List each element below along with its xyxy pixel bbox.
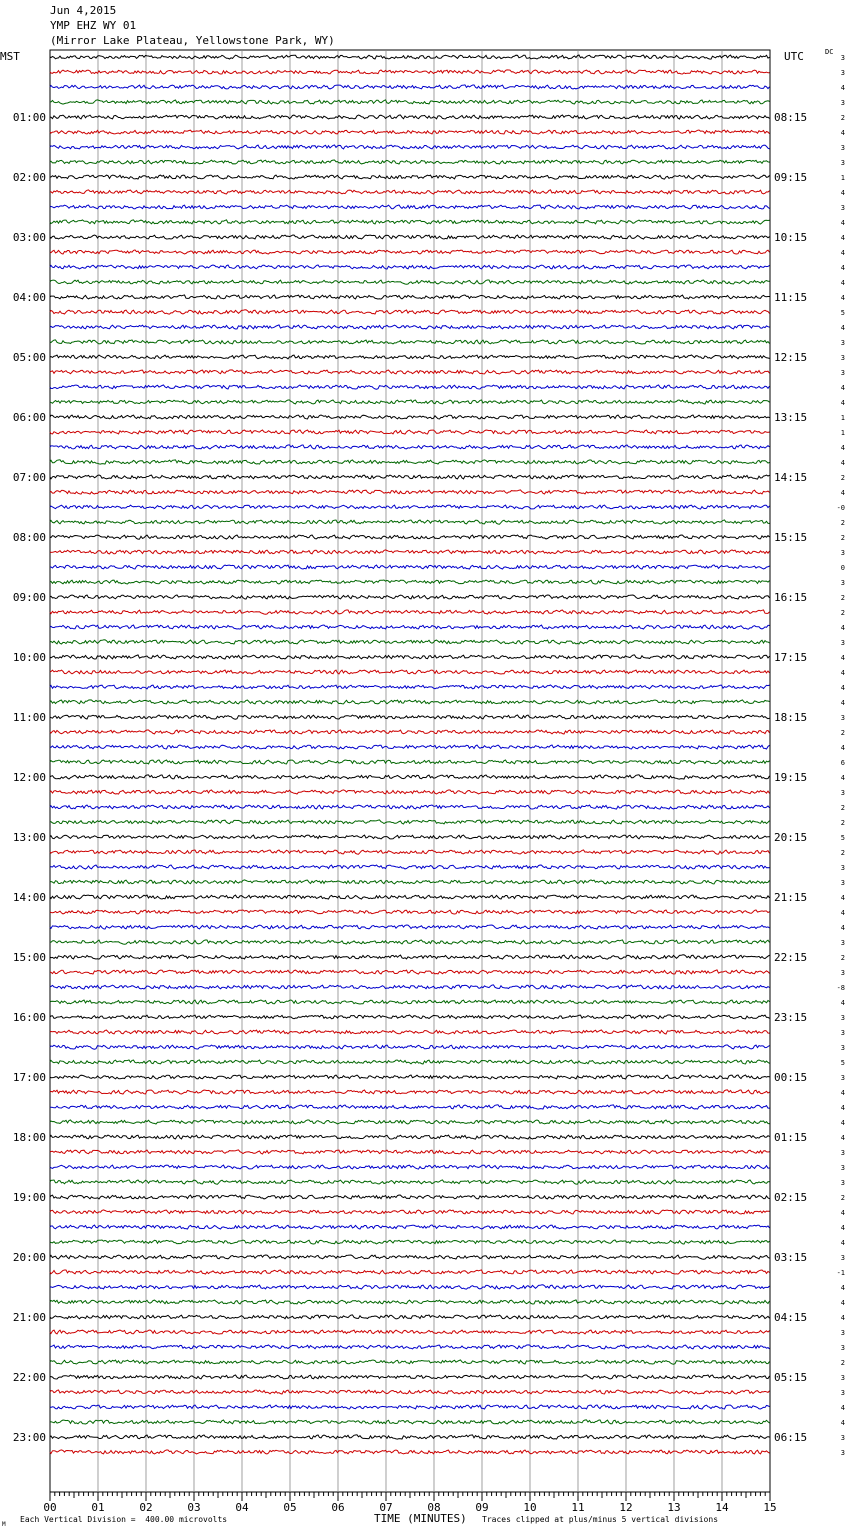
dc-offset-value: 3 (840, 1344, 845, 1352)
trace-line (50, 625, 770, 629)
trace-line (50, 1000, 770, 1004)
dc-offset-value: 2 (840, 609, 845, 617)
dc-offset-value: 3 (840, 1029, 845, 1037)
left-hour-label: 20:00 (12, 1251, 46, 1264)
dc-offset-value: 4 (840, 684, 845, 692)
station-id: YMP EHZ WY 01 (50, 19, 137, 32)
dc-offset-value: 2 (840, 594, 845, 602)
left-hour-label: 04:00 (12, 291, 46, 304)
dc-offset-value: 2 (840, 1359, 845, 1367)
dc-offset-value: 3 (840, 639, 845, 647)
trace-line (50, 280, 770, 284)
trace-line (50, 1450, 770, 1454)
right-hour-label: 04:15 (774, 1311, 808, 1324)
dc-offset-value: 3 (840, 1074, 845, 1082)
dc-offset-value: 3 (840, 1044, 845, 1052)
left-hour-label: 13:00 (12, 831, 46, 844)
trace-line (50, 370, 770, 374)
dc-offset-value: 3 (840, 939, 845, 947)
x-tick-label: 14 (715, 1501, 729, 1514)
trace-line (50, 1030, 770, 1034)
x-tick-label: 08 (427, 1501, 441, 1514)
x-tick-label: 01 (91, 1501, 105, 1514)
dc-offset-value: 3 (840, 339, 845, 347)
right-hour-label: 22:15 (774, 951, 808, 964)
dc-offset-value: 4 (840, 1239, 845, 1247)
trace-line (50, 865, 770, 869)
dc-offset-value: 3 (840, 879, 845, 887)
dc-offset-value: 5 (840, 834, 845, 842)
dc-offset-value: 4 (840, 1419, 845, 1427)
trace-line (50, 610, 770, 614)
trace-line (50, 1420, 770, 1424)
left-hour-label: 08:00 (12, 531, 46, 544)
right-hour-label: 03:15 (774, 1251, 808, 1264)
trace-line (50, 1210, 770, 1214)
dc-offset-value: 3 (840, 144, 845, 152)
dc-offset-value: 3 (840, 369, 845, 377)
trace-line (50, 910, 770, 914)
trace-line (50, 955, 770, 959)
trace-line (50, 385, 770, 389)
x-tick-label: 05 (283, 1501, 297, 1514)
trace-line (50, 520, 770, 524)
dc-offset-value: 3 (840, 789, 845, 797)
trace-line (50, 745, 770, 749)
trace-line (50, 1045, 770, 1049)
dc-offset-value: 4 (840, 264, 845, 272)
dc-offset-value: 0 (840, 564, 845, 572)
trace-line (50, 670, 770, 674)
dc-offset-value: 2 (840, 1194, 845, 1202)
dc-offset-value: 4 (840, 924, 845, 932)
left-hour-label: 07:00 (12, 471, 46, 484)
dc-offset-value: 4 (840, 1134, 845, 1142)
trace-line (50, 1390, 770, 1394)
dc-offset-value: 4 (840, 909, 845, 917)
trace-line (50, 730, 770, 734)
dc-offset-value: 2 (840, 534, 845, 542)
dc-offset-value: 3 (840, 969, 845, 977)
dc-offset-value: 4 (840, 1404, 845, 1412)
trace-line (50, 205, 770, 209)
trace-line (50, 1345, 770, 1349)
trace-line (50, 655, 770, 659)
dc-offset-value: 3 (840, 1434, 845, 1442)
left-timezone-label: MST (0, 50, 20, 63)
trace-line (50, 250, 770, 254)
trace-line (50, 430, 770, 434)
dc-offset-value: 6 (840, 759, 845, 767)
dc-offset-value: 2 (840, 819, 845, 827)
dc-offset-value: 2 (840, 519, 845, 527)
right-hour-label: 23:15 (774, 1011, 808, 1024)
trace-line (50, 1075, 770, 1079)
left-hour-label: 19:00 (12, 1191, 46, 1204)
trace-line (50, 190, 770, 194)
dc-offset-value: 2 (840, 849, 845, 857)
left-hour-label: 21:00 (12, 1311, 46, 1324)
trace-line (50, 490, 770, 494)
dc-offset-value: 2 (840, 729, 845, 737)
trace-line (50, 145, 770, 149)
right-hour-label: 06:15 (774, 1431, 808, 1444)
dc-offset-value: 3 (840, 1179, 845, 1187)
trace-line (50, 1120, 770, 1124)
trace-line (50, 985, 770, 989)
trace-line (50, 415, 770, 419)
dc-offset-value: 4 (840, 1089, 845, 1097)
trace-line (50, 580, 770, 584)
x-tick-label: 10 (523, 1501, 537, 1514)
left-hour-label: 02:00 (12, 171, 46, 184)
x-tick-label: 02 (139, 1501, 153, 1514)
dc-offset-value: 4 (840, 699, 845, 707)
left-hour-label: 16:00 (12, 1011, 46, 1024)
trace-line (50, 265, 770, 269)
dc-offset-value: 4 (840, 399, 845, 407)
dc-offset-value: 3 (840, 54, 845, 62)
trace-line (50, 1105, 770, 1109)
dc-offset-value: 3 (840, 1164, 845, 1172)
trace-line (50, 640, 770, 644)
right-hour-label: 05:15 (774, 1371, 808, 1384)
left-hour-label: 05:00 (12, 351, 46, 364)
right-timezone-label: UTC (784, 50, 804, 63)
dc-offset-value: 3 (840, 1329, 845, 1337)
dc-offset-value: 1 (840, 174, 845, 182)
left-hour-label: 06:00 (12, 411, 46, 424)
dc-offset-value: 2 (840, 954, 845, 962)
trace-line (50, 1300, 770, 1304)
dc-offset-value: 3 (840, 1014, 845, 1022)
dc-offset-value: 3 (840, 204, 845, 212)
trace-line (50, 1165, 770, 1169)
right-hour-label: 02:15 (774, 1191, 808, 1204)
trace-line (50, 1195, 770, 1199)
dc-offset-value: 4 (840, 744, 845, 752)
trace-line (50, 475, 770, 479)
trace-line (50, 1015, 770, 1019)
dc-offset-value: 5 (840, 1059, 845, 1067)
trace-line (50, 1180, 770, 1184)
dc-offset-value: 4 (840, 654, 845, 662)
dc-offset-value: 2 (840, 804, 845, 812)
dc-offset-value: 2 (840, 474, 845, 482)
right-hour-label: 13:15 (774, 411, 808, 424)
station-location: (Mirror Lake Plateau, Yellowstone Park, WY) (50, 34, 335, 47)
trace-line (50, 700, 770, 704)
trace-line (50, 1240, 770, 1244)
trace-line (50, 940, 770, 944)
dc-offset-value: 4 (840, 669, 845, 677)
trace-line (50, 115, 770, 119)
x-tick-label: 13 (667, 1501, 681, 1514)
dc-offset-value: 4 (840, 294, 845, 302)
dc-offset-value: -0 (836, 504, 845, 512)
dc-offset-value: -8 (836, 984, 845, 992)
right-hour-label: 08:15 (774, 111, 808, 124)
trace-line (50, 235, 770, 239)
dc-offset-value: 3 (840, 1449, 845, 1457)
trace-line (50, 895, 770, 899)
trace-line (50, 685, 770, 689)
trace-line (50, 850, 770, 854)
left-hour-label: 01:00 (12, 111, 46, 124)
dc-offset-value: 3 (840, 1254, 845, 1262)
corner-mark: M (2, 1521, 6, 1528)
dc-offset-value: 4 (840, 189, 845, 197)
trace-line (50, 220, 770, 224)
x-tick-label: 07 (379, 1501, 393, 1514)
trace-line (50, 1375, 770, 1379)
left-hour-label: 14:00 (12, 891, 46, 904)
trace-line (50, 835, 770, 839)
dc-offset-value: 3 (840, 864, 845, 872)
trace-line (50, 550, 770, 554)
left-hour-label: 09:00 (12, 591, 46, 604)
trace-line (50, 805, 770, 809)
dc-offset-value: 3 (840, 1374, 845, 1382)
right-hour-label: 16:15 (774, 591, 808, 604)
trace-line (50, 970, 770, 974)
dc-offset-value: 1 (840, 414, 845, 422)
trace-line (50, 1405, 770, 1409)
dc-offset-value: 4 (840, 1104, 845, 1112)
dc-offset-value: 3 (840, 159, 845, 167)
trace-line (50, 925, 770, 929)
trace-line (50, 175, 770, 179)
right-hour-label: 12:15 (774, 351, 808, 364)
dc-offset-value: 4 (840, 1224, 845, 1232)
x-tick-label: 03 (187, 1501, 201, 1514)
left-hour-label: 11:00 (12, 711, 46, 724)
dc-offset-value: 4 (840, 249, 845, 257)
dc-offset-value: 4 (840, 129, 845, 137)
trace-line (50, 70, 770, 74)
dc-offset-value: 4 (840, 1299, 845, 1307)
trace-line (50, 355, 770, 359)
right-hour-label: 19:15 (774, 771, 808, 784)
trace-line (50, 775, 770, 779)
right-hour-label: 14:15 (774, 471, 808, 484)
dc-offset-value: 4 (840, 459, 845, 467)
trace-line (50, 505, 770, 509)
dc-offset-value: 4 (840, 444, 845, 452)
left-hour-label: 23:00 (12, 1431, 46, 1444)
vertical-scale-note: Each Vertical Division = 400.00 microvolts (20, 1515, 228, 1524)
right-hour-label: 20:15 (774, 831, 808, 844)
trace-line (50, 565, 770, 569)
left-hour-label: 12:00 (12, 771, 46, 784)
x-tick-label: 04 (235, 1501, 249, 1514)
dc-offset-value: 3 (840, 354, 845, 362)
left-hour-label: 15:00 (12, 951, 46, 964)
dc-offset-value: 3 (840, 99, 845, 107)
dc-offset-value: 3 (840, 579, 845, 587)
trace-line (50, 1060, 770, 1064)
dc-offset-value: 3 (840, 69, 845, 77)
right-hour-label: 18:15 (774, 711, 808, 724)
trace-line (50, 1225, 770, 1229)
dc-offset-value: 4 (840, 219, 845, 227)
dc-offset-value: 4 (840, 489, 845, 497)
dc-offset-value: 4 (840, 384, 845, 392)
dc-offset-value: 3 (840, 1149, 845, 1157)
trace-line (50, 1285, 770, 1289)
dc-offset-value: 4 (840, 624, 845, 632)
left-hour-label: 18:00 (12, 1131, 46, 1144)
dc-label: DC (825, 48, 834, 56)
right-hour-label: 21:15 (774, 891, 808, 904)
dc-offset-value: 4 (840, 279, 845, 287)
trace-line (50, 790, 770, 794)
trace-line (50, 160, 770, 164)
x-tick-label: 11 (571, 1501, 585, 1514)
right-hour-label: 11:15 (774, 291, 808, 304)
dc-offset-value: 4 (840, 234, 845, 242)
right-hour-label: 10:15 (774, 231, 808, 244)
trace-line (50, 1435, 770, 1439)
dc-offset-value: 4 (840, 774, 845, 782)
trace-line (50, 1255, 770, 1259)
trace-line (50, 1315, 770, 1319)
trace-line (50, 55, 770, 59)
x-tick-label: 09 (475, 1501, 489, 1514)
dc-offset-value: 3 (840, 714, 845, 722)
dc-offset-value: 4 (840, 324, 845, 332)
left-hour-label: 10:00 (12, 651, 46, 664)
dc-offset-value: 4 (840, 84, 845, 92)
x-axis-label: TIME (MINUTES) (374, 1512, 467, 1525)
trace-line (50, 130, 770, 134)
left-hour-label: 17:00 (12, 1071, 46, 1084)
left-hour-label: 22:00 (12, 1371, 46, 1384)
right-hour-label: 09:15 (774, 171, 808, 184)
trace-line (50, 760, 770, 764)
dc-offset-value: 2 (840, 114, 845, 122)
trace-line (50, 1090, 770, 1094)
right-hour-label: 00:15 (774, 1071, 808, 1084)
trace-line (50, 340, 770, 344)
right-hour-label: 15:15 (774, 531, 808, 544)
dc-offset-value: 4 (840, 1284, 845, 1292)
right-hour-label: 01:15 (774, 1131, 808, 1144)
left-hour-label: 03:00 (12, 231, 46, 244)
plot-date: Jun 4,2015 (50, 4, 117, 17)
trace-line (50, 1135, 770, 1139)
trace-line (50, 295, 770, 299)
dc-offset-value: 5 (840, 309, 845, 317)
dc-offset-value: 4 (840, 894, 845, 902)
trace-line (50, 1360, 770, 1364)
x-tick-label: 00 (43, 1501, 57, 1514)
dc-offset-value: 3 (840, 549, 845, 557)
right-hour-label: 17:15 (774, 651, 808, 664)
trace-line (50, 1270, 770, 1274)
trace-line (50, 595, 770, 599)
trace-line (50, 880, 770, 884)
trace-line (50, 460, 770, 464)
dc-offset-value: 4 (840, 1314, 845, 1322)
clip-note: Traces clipped at plus/minus 5 vertical divisions (482, 1515, 719, 1524)
trace-line (50, 1150, 770, 1154)
trace-line (50, 1330, 770, 1334)
trace-line (50, 310, 770, 314)
trace-line (50, 820, 770, 824)
dc-offset-value: 4 (840, 999, 845, 1007)
trace-line (50, 445, 770, 449)
trace-line (50, 400, 770, 404)
trace-line (50, 325, 770, 329)
x-tick-label: 15 (763, 1501, 777, 1514)
trace-line (50, 535, 770, 539)
dc-offset-value: 3 (840, 1389, 845, 1397)
dc-offset-value: -1 (836, 1269, 845, 1277)
trace-line (50, 100, 770, 104)
x-tick-label: 12 (619, 1501, 633, 1514)
trace-line (50, 85, 770, 89)
x-tick-label: 06 (331, 1501, 345, 1514)
trace-line (50, 715, 770, 719)
dc-offset-value: 4 (840, 1209, 845, 1217)
dc-offset-value: 1 (840, 429, 845, 437)
dc-offset-value: 4 (840, 1119, 845, 1127)
